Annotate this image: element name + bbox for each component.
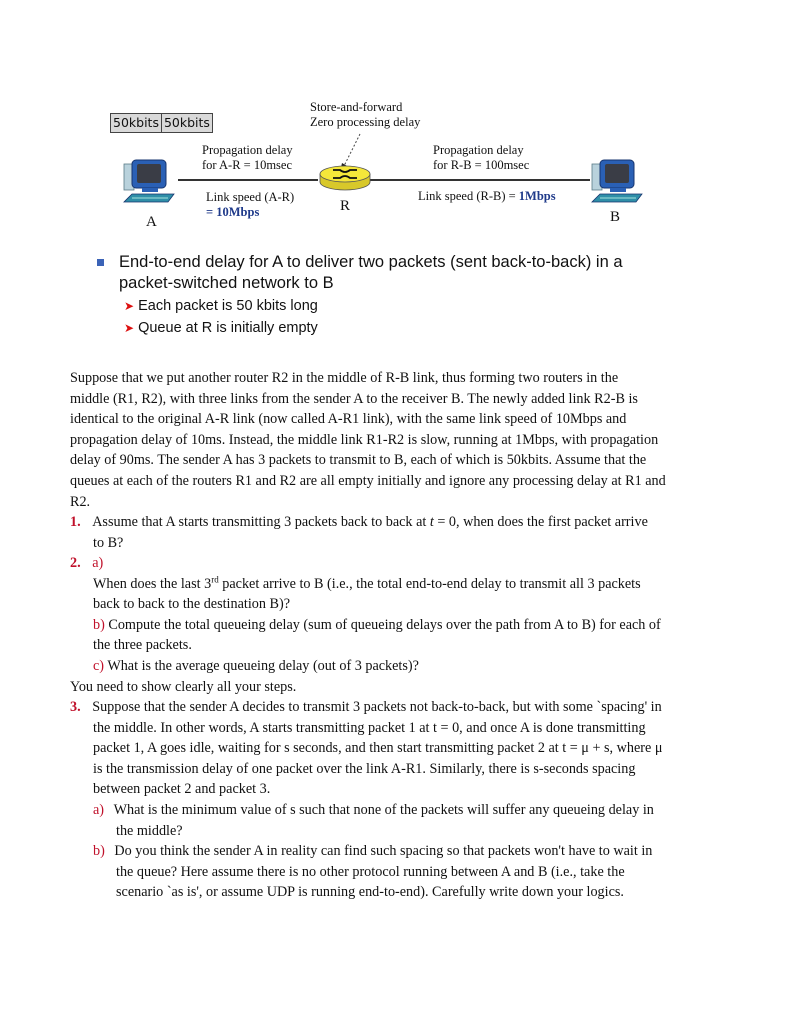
router-note-line-1: Store-and-forward bbox=[310, 100, 403, 114]
intro-line: propagation delay of 10ms. Instead, the middle link R1-R2 is slow, running at 1Mbps, with propagation bbox=[70, 431, 659, 448]
question-1-text: Assume that A starts transmitting 3 packets back to back at bbox=[92, 514, 430, 530]
main-bullet-line-2: packet-switched network to B bbox=[119, 274, 334, 292]
question-1-number: 1. bbox=[70, 514, 81, 530]
ordinal-superscript: rd bbox=[211, 573, 219, 584]
intro-line: R2. bbox=[70, 493, 91, 510]
question-3-line: the middle. In other words, A starts transmitting packet 1 at t = 0, and once A is done transmitting bbox=[93, 719, 646, 736]
link-r-b bbox=[370, 179, 590, 181]
packet-1-label: 50kbits bbox=[113, 115, 159, 130]
router-note-line-2: Zero processing delay bbox=[310, 115, 421, 129]
question-2 bbox=[70, 553, 730, 697]
question-2-number: 2. bbox=[70, 555, 81, 571]
question-1-text-cont: = 0, when does the first packet arrive bbox=[433, 514, 648, 530]
intro-paragraph bbox=[70, 368, 730, 512]
router-r-icon bbox=[318, 164, 372, 192]
link-a-r bbox=[178, 179, 318, 181]
intro-line: identical to the original A-R link (now called A-R1 link), with the same link speed of 10Mbps and bbox=[70, 411, 627, 428]
link-ar-propagation bbox=[202, 143, 293, 173]
question-3-line: between packet 2 and packet 3. bbox=[93, 781, 271, 798]
node-r-label: R bbox=[340, 198, 351, 214]
host-a-computer-icon bbox=[118, 158, 180, 206]
question-3-line: packet 1, A goes idle, waiting for s seconds, and then start transmitting packet 2 at t = μ + s, where μ bbox=[93, 740, 663, 757]
square-bullet-icon bbox=[97, 259, 104, 266]
question-3b-line: the queue? Here assume there is no other protocol running between A and B (i.e., take the bbox=[116, 863, 625, 880]
link-ar-prop-line-1: Propagation delay bbox=[202, 143, 293, 157]
link-rb-speed-label: Link speed (R-B) = bbox=[418, 189, 519, 203]
question-3a-line-2: the middle? bbox=[116, 822, 183, 839]
link-ar-speed bbox=[206, 190, 294, 220]
question-1 bbox=[70, 512, 730, 553]
question-3a-text: What is the minimum value of s such that none of the packets will suffer any queueing delay in bbox=[113, 801, 654, 818]
link-rb-prop-line-1: Propagation delay bbox=[433, 143, 524, 157]
sub-bullet-2 bbox=[124, 318, 318, 339]
router-note bbox=[310, 100, 420, 130]
question-3b-text: Do you think the sender A in reality can find such spacing so that packets won't have to wait in bbox=[114, 843, 653, 860]
arrow-bullet-icon: ➤ bbox=[124, 321, 135, 335]
question-3-line: is the transmission delay of one packet over the link A-R1. Similarly, there is s-seconds spacing bbox=[93, 760, 636, 777]
question-3a-label: a) bbox=[93, 801, 105, 818]
question-2c-text: What is the average queueing delay (out of 3 packets)? bbox=[104, 657, 419, 674]
question-3 bbox=[70, 697, 730, 903]
link-rb-speed-value: 1Mbps bbox=[518, 189, 556, 203]
question-3-number: 3. bbox=[70, 699, 81, 715]
link-ar-speed-value: = 10Mbps bbox=[206, 205, 260, 219]
main-bullet bbox=[119, 252, 623, 294]
question-2b-text: Compute the total queueing delay (sum of queueing delays over the path from A to B) for each of bbox=[104, 616, 661, 633]
question-2b-label: b) bbox=[93, 616, 105, 633]
link-rb-speed bbox=[418, 189, 556, 204]
link-ar-prop-line-2: for A-R = 10msec bbox=[202, 158, 293, 172]
sub-bullet-1-text: Each packet is 50 kbits long bbox=[138, 298, 318, 314]
link-rb-propagation bbox=[433, 143, 529, 173]
question-2b-line-2: the three packets. bbox=[93, 637, 192, 654]
node-a-label: A bbox=[146, 214, 157, 230]
intro-line: queues at each of the routers R1 and R2 are all empty initially and ignore any processing delay at R1 and bbox=[70, 472, 666, 489]
question-3b-label: b) bbox=[93, 843, 105, 860]
question-2-note: You need to show clearly all your steps. bbox=[70, 678, 297, 695]
link-rb-prop-line-2: for R-B = 100msec bbox=[433, 158, 530, 172]
intro-line: Suppose that we put another router R2 in the middle of R-B link, thus forming two routers in the bbox=[70, 370, 619, 386]
intro-line: middle (R1, R2), with three links from the sender A to the receiver B. The newly added link R2-B is bbox=[70, 390, 638, 407]
sub-bullet-2-text: Queue at R is initially empty bbox=[138, 320, 318, 336]
intro-line: delay of 90ms. The sender A has 3 packets to transmit to B, each of which is 50kbits. Assume that the bbox=[70, 452, 647, 469]
packet-pair bbox=[110, 113, 213, 133]
question-3-text: Suppose that the sender A decides to transmit 3 packets not back-to-back, but with some `spacing' in bbox=[92, 699, 662, 715]
arrow-bullet-icon: ➤ bbox=[124, 299, 135, 313]
question-2a-label: a) bbox=[92, 555, 104, 571]
host-b-computer-icon bbox=[586, 158, 648, 206]
link-ar-speed-label: Link speed (A-R) bbox=[206, 190, 295, 204]
sub-bullet-1 bbox=[124, 296, 318, 317]
question-2a-text: When does the last 3 bbox=[93, 575, 212, 592]
question-1-line-2: to B? bbox=[93, 534, 124, 551]
question-3b-line: scenario `as is', or assume UDP is running end-to-end). Carefully write down your logics. bbox=[116, 884, 624, 901]
packet-2-label: 50kbits bbox=[161, 114, 212, 132]
question-2c-label: c) bbox=[93, 657, 105, 674]
main-bullet-line-1: End-to-end delay for A to deliver two packets (sent back-to-back) in a bbox=[119, 253, 623, 271]
question-2a-line-2: back to back to the destination B)? bbox=[93, 596, 290, 613]
node-b-label: B bbox=[610, 209, 621, 225]
variable-t: t bbox=[429, 514, 434, 530]
question-2a-text-cont: packet arrive to B (i.e., the total end-to-end delay to transmit all 3 packets bbox=[218, 575, 641, 592]
